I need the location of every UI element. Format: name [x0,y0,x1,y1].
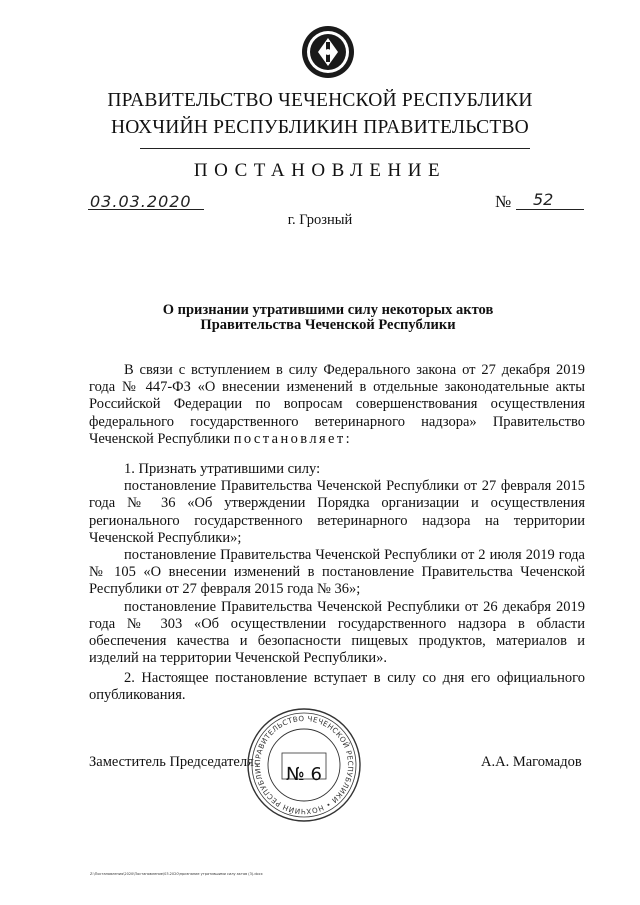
coat-of-arms-emblem [300,22,356,82]
signatory-position: Заместитель Председателя [89,754,254,770]
title-line-1: О признании утратившими силу некоторых актов [162,302,494,318]
document-type: ПОСТАНОВЛЕНИЕ [193,160,447,181]
title-line-2: Правительства Чеченской Республики [200,317,456,333]
government-name-russian: ПРАВИТЕЛЬСТВО ЧЕЧЕНСКОЙ РЕСПУБЛИКИ [107,90,533,111]
item-1-act-a: постановление Правительства Чеченской Республики от 27 февраля 2015 года № 36 «Об утверждении Порядка организации и осуществления регионального государственного ветеринарного надзора на территории Чеченской Республики»; [89,478,585,546]
government-name-chechen: НОХЧИЙН РЕСПУБЛИКИН ПРАВИТЕЛЬСТВО [111,117,529,138]
date-underline [88,209,204,210]
city: г. Грозный [287,212,353,228]
document-title [150,303,506,333]
item-1-act-c: постановление Правительства Чеченской Республики от 26 декабря 2019 года № 303 «Об осуществлении государственного надзора в области обеспечения качества и безопасности пищевых продуктов, материалов и изделий на территории Чеченской Республики». [89,598,585,667]
number-label: № [495,192,512,211]
header-divider [140,148,530,149]
document-date: 03.03.2020 [90,192,192,211]
seal-ring-text: ПРАВИТЕЛЬСТВО ЧЕЧЕНСКОЙ РЕСПУБЛИКИ • НОХЧИЙН РЕСПУБЛИК [252,713,356,817]
number-underline [516,209,584,210]
intro-paragraph [89,362,585,448]
item-1-act-b: постановление Правительства Чеченской Республики от 2 июля 2019 года № 105 «О внесении изменений в постановление Правительства Чеченской Республики от 27 февраля 2015 года № 36»; [89,547,585,598]
decree-word: постановляет: [233,430,353,447]
seal-number: № 6 [286,764,322,785]
item-2-text: 2. Настоящее постановление вступает в силу со дня его официального опубликования. [89,670,585,704]
signatory-name: А.А. Магомадов [481,754,582,770]
item-1-block [89,461,585,667]
file-path-footer: Z:\Постановления\2020\Постановление\03.2020\признание утратившими силу актов (3).docx [90,872,263,876]
document-number: 52 [533,190,554,209]
item-2-block [89,670,585,704]
item-1-heading: 1. Признать утратившими силу: [124,461,321,477]
intro-text: В связи с вступлением в силу Федерального закона от 27 декабря 2019 года № 447-ФЗ «О внесении изменений в отдельные законодательные акты Российской Федерации по вопросам совершенствования осуществления федерального государственного ветеринарного надзора» Правительство Чеченской Республики [89,362,585,447]
